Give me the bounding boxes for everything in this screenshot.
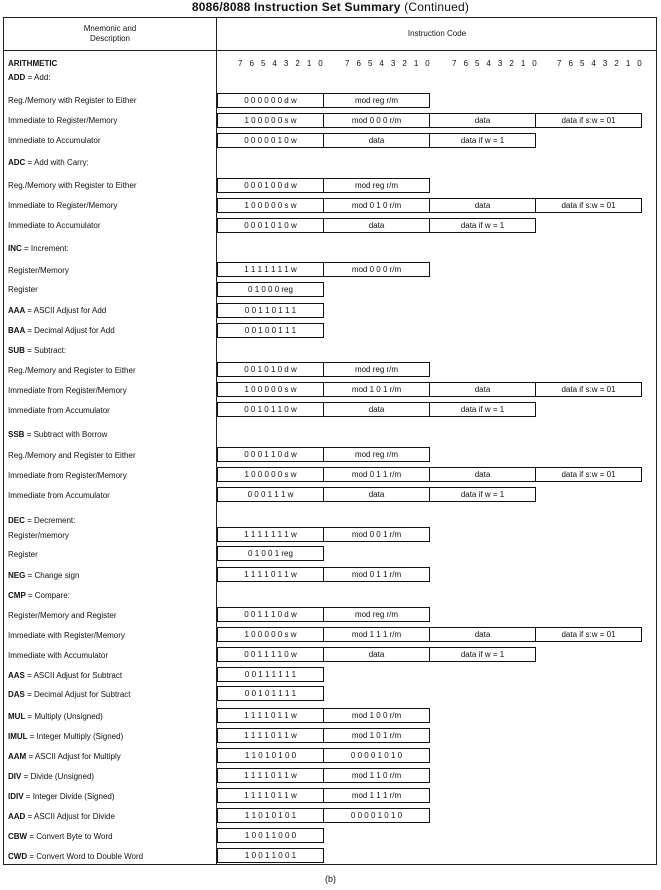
row-label: Immediate from Accumulator — [8, 406, 110, 415]
row-label: Reg./Memory with Register to Either — [8, 96, 137, 105]
data-byte: data — [323, 487, 430, 502]
row-label: Immediate with Accumulator — [8, 651, 109, 660]
group-heading-aas — [8, 671, 122, 681]
opcode-byte: 0 0 0 1 1 1 w — [217, 487, 324, 502]
mnemonic: SUB — [8, 346, 25, 355]
mnemonic: ADD — [8, 73, 26, 82]
row-label: Reg./Memory and Register to Either — [8, 451, 136, 460]
data-byte: data — [323, 218, 430, 233]
opcode-byte: 0 1 0 0 0 reg — [217, 282, 324, 297]
opcode-byte: 0 0 0 1 0 1 0 w — [217, 218, 324, 233]
bit-label: 7 6 5 4 3 2 1 0 — [238, 59, 326, 68]
description: = Add: — [27, 73, 51, 82]
modrm-byte: mod 0 1 0 r/m — [323, 198, 430, 213]
modrm-byte: mod reg r/m — [323, 362, 430, 377]
opcode-byte: 1 1 1 1 1 1 1 w — [217, 527, 324, 542]
modrm-byte: mod reg r/m — [323, 93, 430, 108]
group-heading-mul — [8, 712, 103, 722]
group-heading-aam — [8, 752, 121, 762]
mnemonic: CBW — [8, 832, 28, 841]
opcode-byte: 0 0 1 1 1 0 d w — [217, 607, 324, 622]
modrm-byte: mod 1 1 0 r/m — [323, 768, 430, 783]
opcode-byte: 0 0 1 0 0 1 1 1 — [217, 323, 324, 338]
group-heading-cmp — [8, 591, 70, 601]
page-title — [0, 0, 661, 14]
opcode-byte: 1 1 1 1 0 1 1 w — [217, 768, 324, 783]
title-text: 8086/8088 Instruction Set Summary — [191, 0, 401, 14]
data-byte: data — [429, 382, 536, 397]
group-heading-add — [8, 73, 51, 83]
mnemonic: CMP — [8, 591, 26, 600]
opcode-byte: 1 0 0 0 0 0 s w — [217, 382, 324, 397]
mnemonic: AAM — [8, 752, 27, 761]
data-byte: data if w = 1 — [429, 133, 536, 148]
opcode-byte: 0 0 0 1 0 0 d w — [217, 178, 324, 193]
opcode-byte: 1 0 0 1 1 0 0 1 — [217, 848, 324, 863]
row-label: Reg./Memory and Register to Either — [8, 366, 136, 375]
data-byte: data — [429, 627, 536, 642]
group-heading-cbw — [8, 832, 113, 842]
data-byte: data — [429, 467, 536, 482]
modrm-byte: mod 1 0 1 r/m — [323, 382, 430, 397]
data-byte: data if s:w = 01 — [535, 382, 642, 397]
opcode-byte: 1 0 0 1 1 0 0 0 — [217, 828, 324, 843]
modrm-byte: mod 1 1 1 r/m — [323, 627, 430, 642]
bit-label: 7 6 5 4 3 2 1 0 — [557, 59, 645, 68]
description: = Multiply (Unsigned) — [27, 712, 103, 721]
data-byte: data if s:w = 01 — [535, 113, 642, 128]
opcode-byte: 0 0 0 1 1 0 d w — [217, 447, 324, 462]
description: = Add with Carry: — [27, 158, 89, 167]
title-continued: (Continued) — [404, 0, 470, 14]
group-heading-inc — [8, 244, 69, 254]
opcode-byte: 0 0 1 0 1 0 d w — [217, 362, 324, 377]
modrm-byte: mod reg r/m — [323, 607, 430, 622]
group-heading-div — [8, 772, 94, 782]
second-byte: 0 0 0 0 1 0 1 0 — [323, 808, 430, 823]
row-label: Register/memory — [8, 531, 69, 540]
mnemonic: AAA — [8, 306, 26, 315]
opcode-byte: 1 0 0 0 0 0 s w — [217, 467, 324, 482]
row-label: Register — [8, 285, 38, 294]
data-byte: data — [429, 113, 536, 128]
modrm-byte: mod 1 0 0 r/m — [323, 708, 430, 723]
opcode-byte: 1 0 0 0 0 0 s w — [217, 198, 324, 213]
mnemonic-header-line2: Description — [89, 34, 130, 43]
opcode-byte: 1 0 0 0 0 0 s w — [217, 627, 324, 642]
description: = Increment: — [24, 244, 69, 253]
description: = Integer Multiply (Signed) — [29, 732, 124, 741]
group-heading-aaa — [8, 306, 106, 316]
description: = ASCII Adjust for Multiply — [28, 752, 121, 761]
row-label: Immediate to Register/Memory — [8, 201, 118, 210]
modrm-byte: mod 0 0 0 r/m — [323, 113, 430, 128]
opcode-byte: 1 1 0 1 0 1 0 0 — [217, 748, 324, 763]
opcode-byte: 0 0 1 0 1 1 0 w — [217, 402, 324, 417]
row-label: Register — [8, 550, 38, 559]
modrm-byte: mod 0 1 1 r/m — [323, 467, 430, 482]
description: = Change sign — [27, 571, 80, 580]
opcode-byte: 0 0 1 1 1 1 0 w — [217, 647, 324, 662]
mnemonic: CWD — [8, 852, 28, 861]
figure-caption: (b) — [325, 874, 336, 884]
section-arithmetic: ARITHMETIC — [8, 59, 58, 68]
instruction-code-header: Instruction Code — [407, 29, 467, 38]
header-divider — [4, 50, 656, 51]
data-byte: data — [323, 133, 430, 148]
description: = Convert Word to Double Word — [29, 852, 144, 861]
description: = Decimal Adjust for Subtract — [27, 690, 131, 699]
mnemonic: BAA — [8, 326, 26, 335]
mnemonic: AAD — [8, 812, 26, 821]
bit-label: 7 6 5 4 3 2 1 0 — [345, 59, 433, 68]
mnemonic: DEC — [8, 516, 25, 525]
row-label: Reg./Memory with Register to Either — [8, 181, 137, 190]
mnemonic: DAS — [8, 690, 25, 699]
description: = ASCII Adjust for Subtract — [27, 671, 123, 680]
mnemonic: MUL — [8, 712, 26, 721]
row-label: Immediate from Register/Memory — [8, 471, 127, 480]
row-label: Register/Memory and Register — [8, 611, 117, 620]
description: = Decrement: — [27, 516, 76, 525]
group-heading-imul — [8, 732, 123, 742]
group-heading-aad — [8, 812, 115, 822]
row-label: Immediate from Register/Memory — [8, 386, 127, 395]
mnemonic: NEG — [8, 571, 26, 580]
modrm-byte: mod 1 1 1 r/m — [323, 788, 430, 803]
description: = ASCII Adjust for Divide — [27, 812, 115, 821]
row-label: Immediate to Accumulator — [8, 136, 101, 145]
modrm-byte: mod 1 0 1 r/m — [323, 728, 430, 743]
group-heading-baa — [8, 326, 115, 336]
data-byte: data — [323, 647, 430, 662]
row-label: Immediate to Accumulator — [8, 221, 101, 230]
mnemonic: IMUL — [8, 732, 28, 741]
second-byte: 0 0 0 0 1 0 1 0 — [323, 748, 430, 763]
group-heading-dec — [8, 516, 75, 526]
data-byte: data if s:w = 01 — [535, 198, 642, 213]
description: = Integer Divide (Signed) — [25, 792, 115, 801]
data-byte: data if w = 1 — [429, 487, 536, 502]
opcode-byte: 1 1 1 1 0 1 1 w — [217, 788, 324, 803]
mnemonic: SSB — [8, 430, 25, 439]
description: = ASCII Adjust for Add — [27, 306, 107, 315]
row-label: Immediate with Register/Memory — [8, 631, 125, 640]
mnemonic-column-header — [4, 24, 216, 44]
mnemonic: IDIV — [8, 792, 24, 801]
mnemonic-header-line1: Mnemonic and — [83, 24, 137, 33]
data-byte: data if w = 1 — [429, 402, 536, 417]
opcode-byte: 1 1 1 1 0 1 1 w — [217, 728, 324, 743]
row-label: Register/Memory — [8, 266, 69, 275]
modrm-byte: mod 0 0 1 r/m — [323, 527, 430, 542]
data-byte: data — [429, 198, 536, 213]
opcode-byte: 0 0 0 0 0 0 d w — [217, 93, 324, 108]
opcode-byte: 1 1 1 1 0 1 1 w — [217, 708, 324, 723]
data-byte: data if w = 1 — [429, 218, 536, 233]
opcode-byte: 0 0 0 0 0 1 0 w — [217, 133, 324, 148]
group-heading-neg — [8, 571, 79, 581]
opcode-byte: 0 0 1 1 0 1 1 1 — [217, 303, 324, 318]
group-heading-sub — [8, 346, 66, 356]
mnemonic: DIV — [8, 772, 22, 781]
description: = Compare: — [27, 591, 70, 600]
opcode-byte: 1 0 0 0 0 0 s w — [217, 113, 324, 128]
mnemonic: ADC — [8, 158, 26, 167]
description: = Convert Byte to Word — [29, 832, 113, 841]
modrm-byte: mod 0 1 1 r/m — [323, 567, 430, 582]
modrm-byte: mod reg r/m — [323, 178, 430, 193]
row-label: Immediate to Register/Memory — [8, 116, 118, 125]
group-heading-idiv — [8, 792, 115, 802]
description: = Divide (Unsigned) — [23, 772, 95, 781]
group-heading-adc — [8, 158, 89, 168]
modrm-byte: mod reg r/m — [323, 447, 430, 462]
mnemonic: INC — [8, 244, 22, 253]
group-heading-das — [8, 690, 131, 700]
description: = Subtract: — [27, 346, 67, 355]
group-heading-ssb — [8, 430, 107, 440]
mnemonic: AAS — [8, 671, 25, 680]
description: = Decimal Adjust for Add — [27, 326, 115, 335]
row-label: Immediate from Accumulator — [8, 491, 110, 500]
opcode-byte: 0 0 1 1 1 1 1 1 — [217, 667, 324, 682]
opcode-byte: 1 1 1 1 0 1 1 w — [217, 567, 324, 582]
modrm-byte: mod 0 0 0 r/m — [323, 262, 430, 277]
data-byte: data if s:w = 01 — [535, 467, 642, 482]
group-heading-cwd — [8, 852, 143, 862]
opcode-byte: 1 1 0 1 0 1 0 1 — [217, 808, 324, 823]
opcode-byte: 0 1 0 0 1 reg — [217, 546, 324, 561]
data-byte: data if w = 1 — [429, 647, 536, 662]
data-byte: data if s:w = 01 — [535, 627, 642, 642]
description: = Subtract with Borrow — [26, 430, 108, 439]
opcode-byte: 0 0 1 0 1 1 1 1 — [217, 686, 324, 701]
data-byte: data — [323, 402, 430, 417]
opcode-byte: 1 1 1 1 1 1 1 w — [217, 262, 324, 277]
bit-label: 7 6 5 4 3 2 1 0 — [452, 59, 540, 68]
